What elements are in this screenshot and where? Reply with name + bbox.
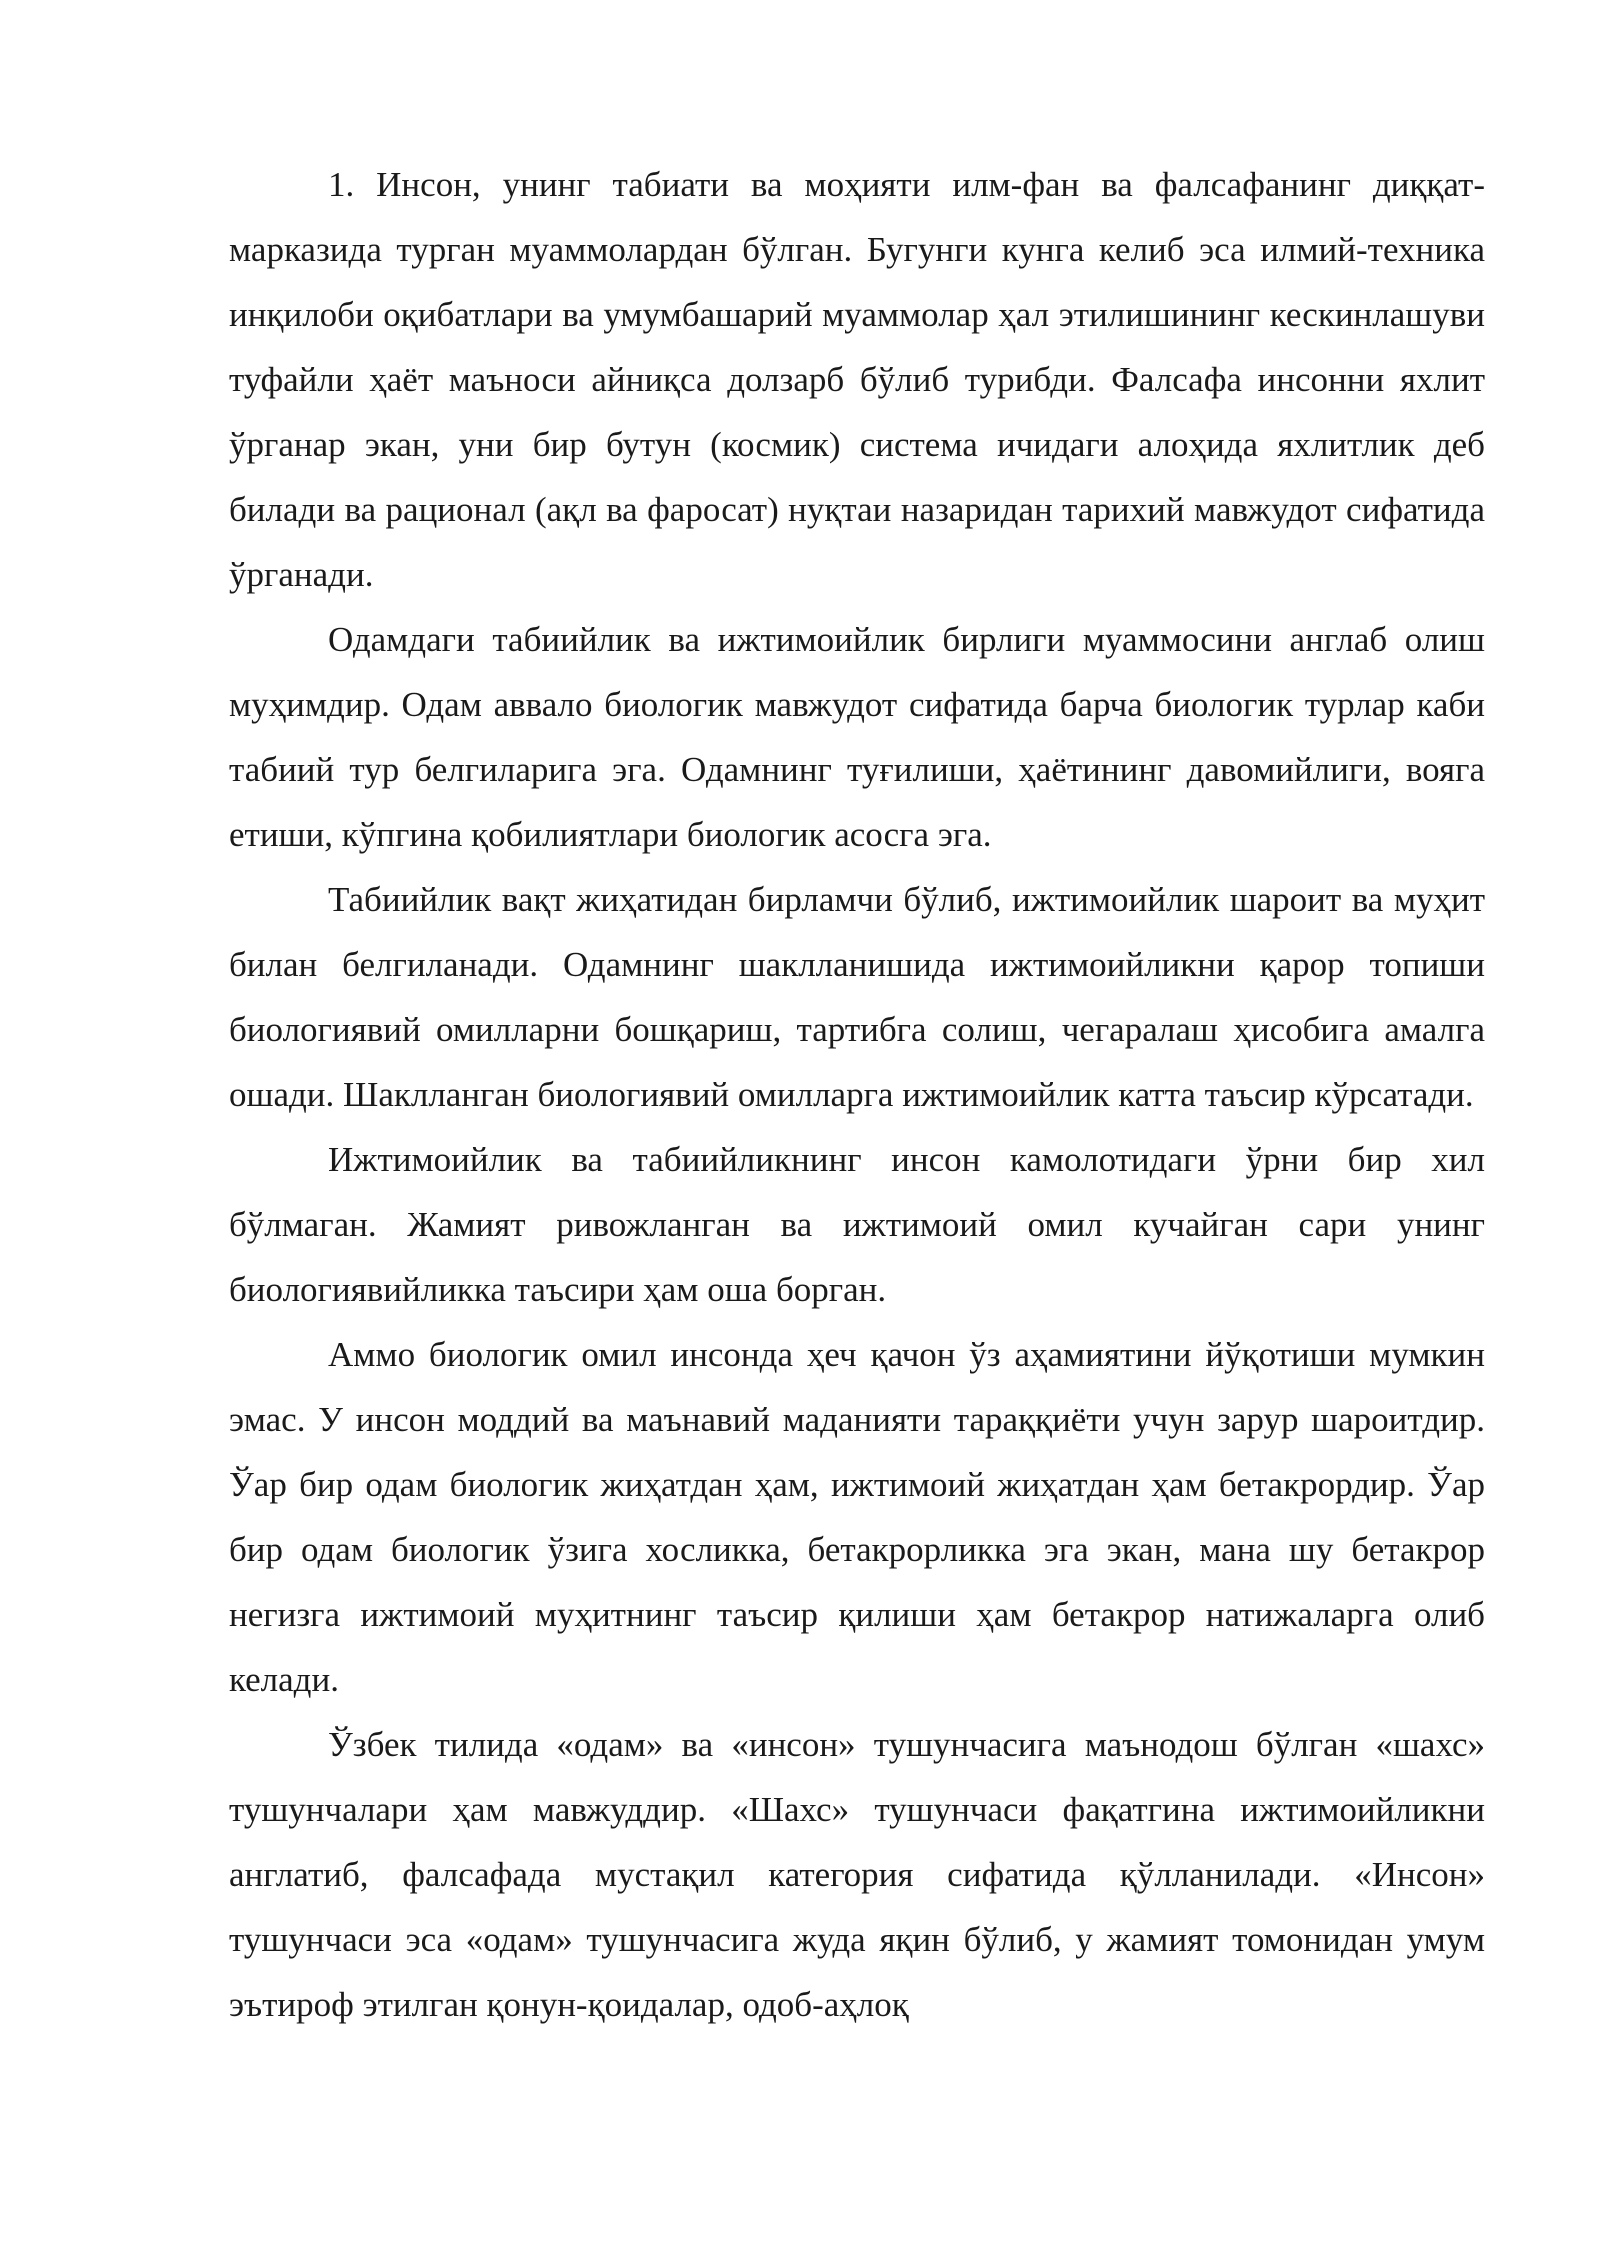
paragraph-2: Одамдаги табиийлик ва ижтимоийлик бирлиги муаммосини англаб олиш муҳимдир. Одам аввало биологик мавжудот сифатида барча биологик турлар каби табиий тур белгиларига эга. Одамнинг туғилиши, ҳаётининг давомийлиги, вояга етиши, кўпгина қобилиятлари биологик асосга эга. — [229, 620, 1485, 854]
paragraph-5: Аммо биологик омил инсонда ҳеч қачон ўз аҳамиятини йўқотиши мумкин эмас. У инсон моддий ва маънавий маданияти тараққиёти учун зарур шароитдир. Ўар бир одам биологик жиҳатдан ҳам, ижтимоий жиҳатдан ҳам бетакрордир. Ўар бир одам биологик ўзига хосликка, бетакрорликка эга экан, мана шу бетакрор негизга ижтимоий муҳитнинг таъсир қилиши ҳам бетакрор натижаларга олиб келади. — [229, 1335, 1485, 1699]
paragraph-3: Табиийлик вақт жиҳатидан бирламчи бўлиб, ижтимоийлик шароит ва муҳит билан белгиланади. Одамнинг шаклланишида ижтимоийликни қарор топиши биологиявий омилларни бошқариш, тартибга солиш, чегаралаш ҳисобига амалга ошади. Шаклланган биологиявий омилларга ижтимоийлик катта таъсир кўрсатади. — [229, 880, 1485, 1114]
paragraph-4: Ижтимоийлик ва табиийликнинг инсон камолотидаги ўрни бир хил бўлмаган. Жамият ривожланган ва ижтимоий омил кучайган сари унинг биологиявийликка таъсири ҳам оша борган. — [229, 1140, 1485, 1309]
paragraph-6: Ўзбек тилида «одам» ва «инсон» тушунчасига маънодош бўлган «шахс» тушунчалари ҳам мавжуддир. «Шахс» тушунчаси фақатгина ижтимоийликни англатиб, фалсафада мустақил категория сифатида қўлланилади. «Инсон» тушунчаси эса «одам» тушунчасига жуда яқин бўлиб, у жамият томонидан умум эътироф этилган қонун-қоидалар, одоб-аҳлоқ — [229, 1725, 1485, 2024]
paragraph-1: 1. Инсон, унинг табиати ва моҳияти илм-фан ва фалсафанинг диққат-марказида турган муаммолардан бўлган. Бугунги кунга келиб эса илмий-техника инқилоби оқибатлари ва умумбашарий муаммолар ҳал этилишининг кескинлашуви туфайли ҳаёт маъноси айниқса долзарб бўлиб турибди. Фалсафа инсонни яхлит ўрганар экан, уни бир бутун (космик) система ичидаги алоҳида яхлитлик деб билади ва рационал (ақл ва фаросат) нуқтаи назаридан тарихий мавжудот сифатида ўрганади. — [229, 165, 1485, 594]
document-body — [229, 152, 1485, 2037]
